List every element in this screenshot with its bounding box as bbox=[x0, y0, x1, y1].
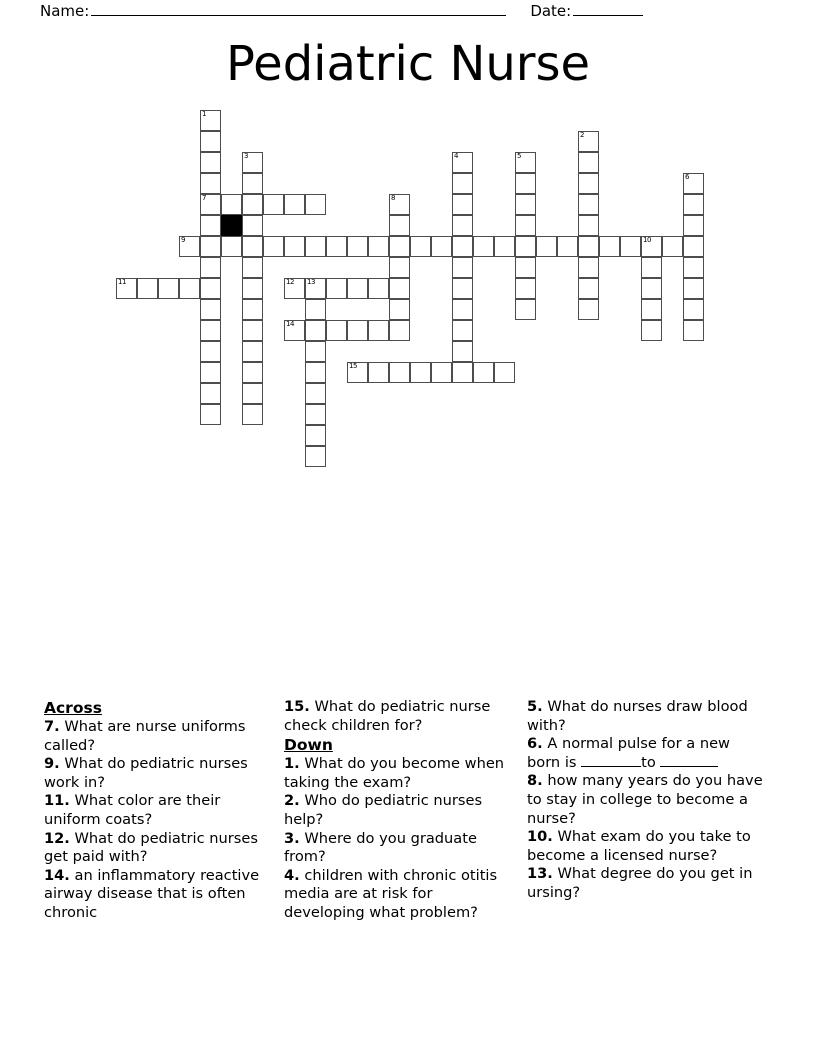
grid-cell[interactable] bbox=[452, 194, 473, 215]
grid-cell[interactable] bbox=[242, 320, 263, 341]
grid-cell[interactable] bbox=[641, 299, 662, 320]
clue-columns bbox=[44, 698, 774, 968]
grid-cell-number: 11 bbox=[118, 278, 126, 286]
grid-cell[interactable] bbox=[284, 236, 305, 257]
grid-cell[interactable] bbox=[200, 173, 221, 194]
grid-cell[interactable] bbox=[683, 236, 704, 257]
grid-cell[interactable] bbox=[221, 194, 242, 215]
grid-cell[interactable] bbox=[368, 236, 389, 257]
clue-text: an inflammatory reactive airway disease that is often chronic bbox=[44, 866, 260, 921]
grid-cell[interactable] bbox=[347, 362, 368, 383]
clue-across-7 bbox=[44, 718, 274, 755]
grid-cell[interactable] bbox=[305, 278, 326, 299]
grid-cell[interactable] bbox=[200, 131, 221, 152]
grid-cell[interactable] bbox=[389, 278, 410, 299]
clue-text: What do pediatric nurses get paid with? bbox=[44, 829, 258, 866]
grid-cell[interactable] bbox=[641, 278, 662, 299]
grid-cell-blocked bbox=[221, 215, 242, 236]
grid-cell[interactable] bbox=[452, 215, 473, 236]
clue-down-3 bbox=[284, 830, 517, 867]
grid-cell[interactable] bbox=[200, 110, 221, 131]
grid-cell[interactable] bbox=[326, 320, 347, 341]
grid-cell[interactable] bbox=[683, 278, 704, 299]
grid-cell[interactable] bbox=[326, 236, 347, 257]
clue-text: What are nurse uniforms called? bbox=[44, 718, 246, 754]
page-title: Pediatric Nurse bbox=[225, 36, 591, 92]
grid-cell[interactable] bbox=[683, 194, 704, 215]
grid-cell[interactable] bbox=[284, 278, 305, 299]
clue-text: What do pediatric nurse check children for? bbox=[284, 698, 491, 734]
grid-cell[interactable] bbox=[242, 383, 263, 404]
grid-cell[interactable] bbox=[683, 173, 704, 194]
grid-cell-number: 2 bbox=[580, 131, 584, 139]
grid-cell[interactable] bbox=[452, 152, 473, 173]
grid-cell[interactable] bbox=[305, 446, 326, 467]
grid-cell[interactable] bbox=[578, 299, 599, 320]
clue-across-9 bbox=[44, 755, 274, 792]
grid-cell[interactable] bbox=[515, 236, 536, 257]
grid-cell[interactable] bbox=[494, 362, 515, 383]
grid-cell[interactable] bbox=[389, 362, 410, 383]
clue-number: 9. bbox=[44, 755, 60, 773]
grid-cell[interactable] bbox=[452, 320, 473, 341]
grid-cell[interactable] bbox=[137, 278, 158, 299]
grid-cell[interactable] bbox=[326, 278, 347, 299]
grid-cell[interactable] bbox=[452, 278, 473, 299]
grid-cell[interactable] bbox=[641, 257, 662, 278]
clue-text: What color are their uniform coats? bbox=[44, 792, 221, 828]
grid-cell[interactable] bbox=[452, 362, 473, 383]
grid-cell[interactable] bbox=[242, 194, 263, 215]
grid-cell[interactable] bbox=[662, 236, 683, 257]
clue-down-4 bbox=[284, 867, 517, 923]
grid-cell[interactable] bbox=[452, 236, 473, 257]
grid-cell[interactable] bbox=[494, 236, 515, 257]
grid-cell[interactable] bbox=[284, 320, 305, 341]
grid-cell[interactable] bbox=[305, 404, 326, 425]
clue-number: 1. bbox=[284, 755, 300, 773]
grid-cell[interactable] bbox=[242, 341, 263, 362]
grid-cell[interactable] bbox=[578, 215, 599, 236]
grid-cell[interactable] bbox=[305, 236, 326, 257]
clue-text: What do nurses draw blood with? bbox=[527, 698, 748, 734]
grid-cell-number: 4 bbox=[454, 152, 458, 160]
clue-number: 6. bbox=[527, 735, 543, 753]
clue-number: 13. bbox=[527, 865, 553, 883]
grid-cell[interactable] bbox=[389, 194, 410, 215]
grid-cell[interactable] bbox=[305, 194, 326, 215]
clue-number: 3. bbox=[284, 829, 300, 847]
grid-cell[interactable] bbox=[515, 215, 536, 236]
clue-text: What exam do you take to become a licensed nurse? bbox=[527, 828, 751, 864]
grid-cell[interactable] bbox=[578, 257, 599, 278]
grid-cell[interactable] bbox=[578, 173, 599, 194]
clue-down-10 bbox=[527, 828, 764, 865]
blank-line-1 bbox=[581, 754, 641, 767]
clue-column-2 bbox=[284, 698, 527, 968]
grid-cell[interactable] bbox=[200, 404, 221, 425]
grid-cell-number: 14 bbox=[286, 320, 294, 328]
clue-text: children with chronic otitis media are at risk for developing what problem? bbox=[284, 866, 498, 921]
grid-cell[interactable] bbox=[200, 299, 221, 320]
clue-text: Who do pediatric nurses help? bbox=[284, 792, 483, 828]
clue-number: 14. bbox=[44, 866, 70, 884]
clue-text: Where do you graduate from? bbox=[284, 829, 477, 866]
grid-cell-number: 12 bbox=[286, 278, 294, 286]
clue-column-1 bbox=[44, 698, 284, 968]
grid-cell[interactable] bbox=[347, 236, 368, 257]
grid-cell[interactable] bbox=[200, 383, 221, 404]
grid-cell[interactable] bbox=[305, 383, 326, 404]
grid-cell[interactable] bbox=[578, 152, 599, 173]
grid-cell[interactable] bbox=[389, 320, 410, 341]
clue-number: 10. bbox=[527, 828, 553, 846]
name-label: Name: bbox=[40, 2, 90, 20]
grid-cell[interactable] bbox=[242, 236, 263, 257]
grid-cell[interactable] bbox=[536, 236, 557, 257]
grid-cell[interactable] bbox=[347, 278, 368, 299]
grid-cell[interactable] bbox=[473, 236, 494, 257]
grid-cell[interactable] bbox=[410, 362, 431, 383]
grid-cell[interactable] bbox=[683, 299, 704, 320]
grid-cell[interactable] bbox=[242, 404, 263, 425]
grid-cell[interactable] bbox=[389, 215, 410, 236]
clue-down-2 bbox=[284, 792, 517, 829]
grid-cell[interactable] bbox=[578, 131, 599, 152]
across-heading: Across bbox=[44, 699, 102, 717]
grid-cell[interactable] bbox=[305, 362, 326, 383]
clue-number: 5. bbox=[527, 698, 543, 715]
grid-cell[interactable] bbox=[284, 194, 305, 215]
grid-cell[interactable] bbox=[305, 425, 326, 446]
grid-cell[interactable] bbox=[242, 152, 263, 173]
grid-cell[interactable] bbox=[683, 320, 704, 341]
clue-down-1 bbox=[284, 755, 517, 792]
clue-number: 4. bbox=[284, 866, 300, 884]
grid-cell[interactable] bbox=[452, 341, 473, 362]
grid-cell[interactable] bbox=[200, 236, 221, 257]
grid-cell[interactable] bbox=[515, 173, 536, 194]
clue-text-cont: to bbox=[641, 753, 656, 771]
grid-cell[interactable] bbox=[389, 257, 410, 278]
clue-down-6 bbox=[527, 735, 764, 772]
grid-cell[interactable] bbox=[578, 194, 599, 215]
clue-down-13 bbox=[527, 865, 764, 902]
grid-cell[interactable] bbox=[410, 236, 431, 257]
clue-text: What do you become when taking the exam? bbox=[284, 755, 505, 791]
clue-text: A normal pulse for a new born is bbox=[527, 735, 730, 771]
grid-cell[interactable] bbox=[305, 299, 326, 320]
grid-cell[interactable] bbox=[305, 320, 326, 341]
grid-cell[interactable] bbox=[305, 341, 326, 362]
grid-cell[interactable] bbox=[179, 278, 200, 299]
date-label: Date: bbox=[530, 2, 572, 20]
clue-across-14 bbox=[44, 867, 274, 923]
clue-number: 2. bbox=[284, 792, 300, 810]
grid-cell[interactable] bbox=[389, 236, 410, 257]
clue-number: 15. bbox=[284, 698, 310, 715]
clue-number: 12. bbox=[44, 829, 70, 847]
grid-cell[interactable] bbox=[221, 236, 242, 257]
grid-cell[interactable] bbox=[620, 236, 641, 257]
clue-across-15 bbox=[284, 698, 517, 735]
grid-cell[interactable] bbox=[200, 194, 221, 215]
blank-line-2 bbox=[660, 754, 718, 767]
grid-cell[interactable] bbox=[200, 362, 221, 383]
grid-cell[interactable] bbox=[200, 257, 221, 278]
grid-cell[interactable] bbox=[200, 152, 221, 173]
grid-cell[interactable] bbox=[263, 194, 284, 215]
grid-cell-number: 8 bbox=[391, 194, 395, 202]
grid-cell[interactable] bbox=[431, 362, 452, 383]
grid-cell-number: 5 bbox=[517, 152, 521, 160]
grid-cell[interactable] bbox=[242, 257, 263, 278]
clue-number: 7. bbox=[44, 718, 60, 735]
down-heading: Down bbox=[284, 736, 333, 755]
grid-cell[interactable] bbox=[158, 278, 179, 299]
clue-across-12 bbox=[44, 830, 274, 867]
grid-cell[interactable] bbox=[200, 215, 221, 236]
grid-cell-number: 7 bbox=[202, 194, 206, 202]
grid-cell[interactable] bbox=[683, 257, 704, 278]
grid-cell[interactable] bbox=[368, 320, 389, 341]
grid-cell[interactable] bbox=[473, 362, 494, 383]
clue-across-11 bbox=[44, 792, 274, 829]
grid-cell[interactable] bbox=[641, 236, 662, 257]
grid-cell[interactable] bbox=[200, 278, 221, 299]
grid-cell[interactable] bbox=[557, 236, 578, 257]
clue-text: how many years do you have to stay in college to become a nurse? bbox=[527, 772, 763, 827]
grid-cell[interactable] bbox=[641, 320, 662, 341]
grid-cell[interactable] bbox=[368, 362, 389, 383]
clue-number: 11. bbox=[44, 792, 70, 810]
grid-cell[interactable] bbox=[242, 278, 263, 299]
grid-cell[interactable] bbox=[200, 341, 221, 362]
grid-cell[interactable] bbox=[578, 236, 599, 257]
grid-cell[interactable] bbox=[599, 236, 620, 257]
grid-cell[interactable] bbox=[515, 194, 536, 215]
grid-cell[interactable] bbox=[368, 278, 389, 299]
clue-down-8 bbox=[527, 772, 764, 828]
grid-cell[interactable] bbox=[578, 278, 599, 299]
clue-text: What degree do you get in ursing? bbox=[527, 865, 753, 901]
grid-cell-number: 13 bbox=[307, 278, 315, 286]
clue-column-3 bbox=[527, 698, 774, 968]
grid-cell[interactable] bbox=[452, 173, 473, 194]
grid-cell[interactable] bbox=[242, 362, 263, 383]
grid-cell[interactable] bbox=[347, 320, 368, 341]
grid-cell[interactable] bbox=[452, 299, 473, 320]
grid-cell[interactable] bbox=[389, 299, 410, 320]
grid-cell[interactable] bbox=[242, 173, 263, 194]
grid-cell[interactable] bbox=[242, 215, 263, 236]
grid-cell[interactable] bbox=[683, 215, 704, 236]
grid-cell-number: 9 bbox=[181, 236, 185, 244]
grid-cell-number: 10 bbox=[643, 236, 651, 244]
grid-cell[interactable] bbox=[263, 236, 284, 257]
grid-cell[interactable] bbox=[200, 320, 221, 341]
grid-cell-number: 15 bbox=[349, 362, 357, 370]
clue-text: What do pediatric nurses work in? bbox=[44, 755, 248, 791]
grid-cell-number: 3 bbox=[244, 152, 248, 160]
grid-cell-number: 6 bbox=[685, 173, 689, 181]
grid-cell[interactable] bbox=[242, 299, 263, 320]
grid-cell[interactable] bbox=[515, 152, 536, 173]
grid-cell[interactable] bbox=[515, 299, 536, 320]
grid-cell-number: 1 bbox=[202, 110, 206, 118]
grid-cell[interactable] bbox=[179, 236, 200, 257]
clue-down-5 bbox=[527, 698, 764, 735]
grid-cell[interactable] bbox=[431, 236, 452, 257]
clue-number: 8. bbox=[527, 772, 543, 790]
grid-cell[interactable] bbox=[515, 257, 536, 278]
grid-cell[interactable] bbox=[452, 257, 473, 278]
grid-cell[interactable] bbox=[116, 278, 137, 299]
grid-cell[interactable] bbox=[515, 278, 536, 299]
